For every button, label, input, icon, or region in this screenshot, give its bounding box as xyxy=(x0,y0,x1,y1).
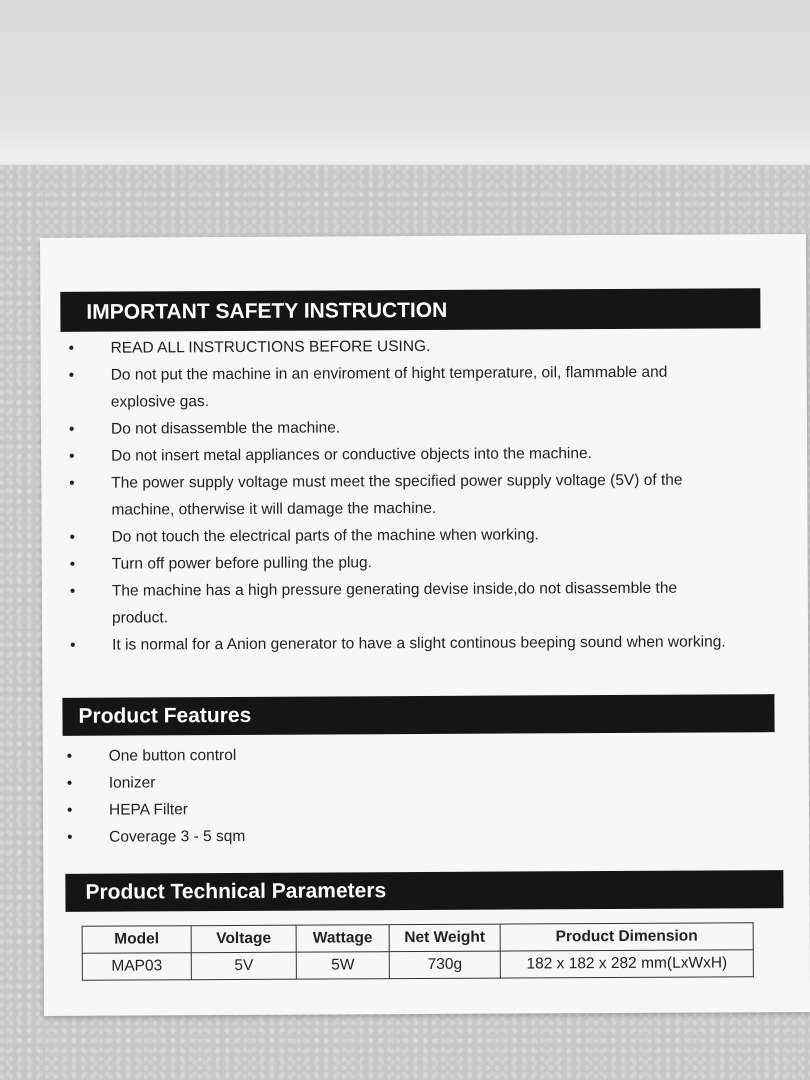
bullet-icon: • xyxy=(69,474,75,492)
bullet-icon: • xyxy=(68,339,75,357)
bullet-icon: • xyxy=(68,420,75,438)
list-item: • The machine has a high pressure generating devise inside,do not disassemble the product. xyxy=(66,574,726,631)
header-product-dimension: Product Dimension xyxy=(500,923,753,951)
cell-model: MAP03 xyxy=(82,953,191,981)
header-wattage: Wattage xyxy=(296,925,389,952)
list-item: • Turn off power before pulling the plug. xyxy=(66,547,726,577)
list-item: • Do not touch the electrical parts of the machine when working. xyxy=(65,520,725,550)
params-heading: Product Technical Parameters xyxy=(85,879,387,904)
table-header-row xyxy=(82,923,753,954)
params-heading-bar xyxy=(65,870,783,912)
list-item: • Ionizer xyxy=(63,768,463,797)
background-top xyxy=(0,0,810,180)
list-item: • READ ALL INSTRUCTIONS BEFORE USING. xyxy=(65,331,725,361)
bullet-icon: • xyxy=(66,747,73,765)
instruction-sheet xyxy=(40,234,810,1016)
bullet-icon: • xyxy=(68,366,75,384)
cell-product-dimension: 182 x 182 x 282 mm(LxWxH) xyxy=(500,950,753,978)
bullet-icon: • xyxy=(66,774,73,792)
safety-list xyxy=(65,331,727,658)
cell-net-weight: 730g xyxy=(389,951,500,979)
list-item: • Do not disassemble the machine. xyxy=(65,412,725,442)
list-item: • The power supply voltage must meet the specified power supply voltage (5V) of the machine, otherwise it will damage the machine. xyxy=(65,466,725,523)
list-item: • One button control xyxy=(63,741,463,770)
features-heading: Product Features xyxy=(78,703,252,728)
list-item: • Do not insert metal appliances or conductive objects into the machine. xyxy=(65,439,725,469)
list-item: • Coverage 3 - 5 sqm xyxy=(63,822,463,851)
bullet-icon: • xyxy=(69,555,76,573)
list-item: • HEPA Filter xyxy=(63,795,463,824)
header-voltage: Voltage xyxy=(191,925,296,953)
bullet-icon: • xyxy=(69,528,76,546)
bullet-icon: • xyxy=(66,801,73,819)
cell-wattage: 5W xyxy=(296,952,389,979)
cell-voltage: 5V xyxy=(191,952,296,980)
bullet-icon: • xyxy=(67,828,73,846)
safety-heading-bar xyxy=(60,288,760,332)
features-list xyxy=(63,741,464,851)
params-table xyxy=(82,922,754,981)
list-item: • Do not put the machine in an enviroment of hight temperature, oil, flammable and explosive gas. xyxy=(65,358,725,415)
features-heading-bar xyxy=(62,694,774,736)
bullet-icon: • xyxy=(70,636,76,654)
header-net-weight: Net Weight xyxy=(389,924,500,952)
list-item: • It is normal for a Anion generator to have a slight continous beeping sound when working. xyxy=(66,628,726,658)
header-model: Model xyxy=(82,926,191,954)
bullet-icon: • xyxy=(69,447,75,465)
safety-heading: IMPORTANT SAFETY INSTRUCTION xyxy=(86,298,448,324)
bullet-icon: • xyxy=(69,582,76,600)
table-row xyxy=(82,950,753,981)
